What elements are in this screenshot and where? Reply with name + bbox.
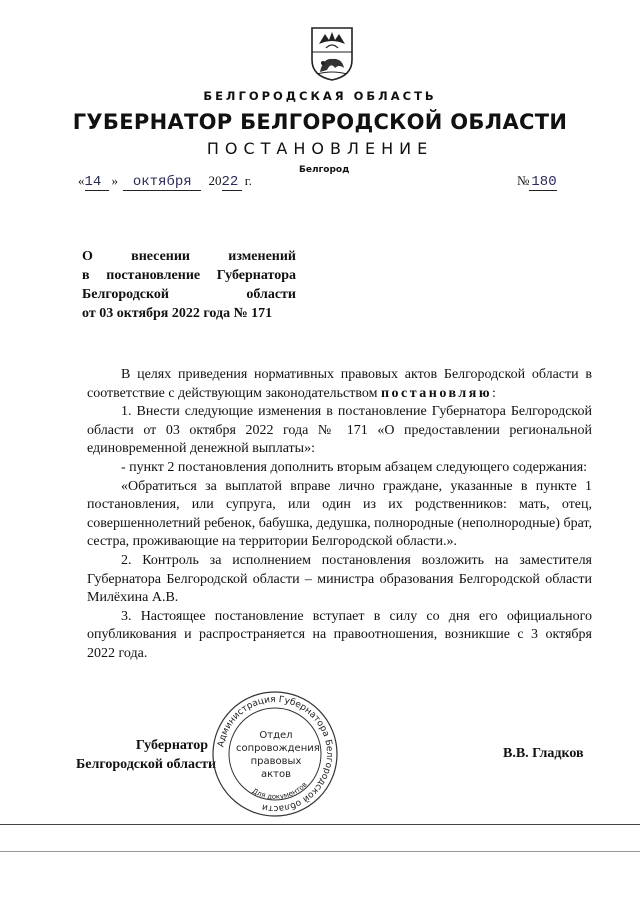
coat-of-arms-icon bbox=[309, 26, 355, 82]
document-issuer-title: ГУБЕРНАТОР БЕЛГОРОДСКОЙ ОБЛАСТИ bbox=[72, 110, 568, 134]
date-line bbox=[78, 173, 252, 191]
clause-1-quote: «Обратиться за выплатой вправе лично граждане, указанные в пункте 1 постановления, или супруга, или один из их родственников: мать, отец, совершеннолетний ребенок, бабушка, дедушка, полнородные (неполнородные) брат, сестра, проживающие на территории Белгородской области.». bbox=[87, 478, 592, 550]
decree-keyword: постановляю bbox=[380, 385, 493, 401]
region-name: БЕЛГОРОДСКАЯ ОБЛАСТЬ bbox=[203, 89, 437, 103]
clause-2: 2. Контроль за исполнением постановления возложить на заместителя Губернатора Белгородской области – министра образования Белгородской области Милёхина А.В. bbox=[87, 552, 592, 606]
date-year-mark: г. bbox=[244, 173, 252, 188]
signatory-title-line: Губернатор bbox=[135, 738, 208, 753]
stamp-line: Отдел bbox=[259, 730, 293, 741]
signatory-name: В.В. Гладков bbox=[503, 746, 584, 761]
decree-subject bbox=[82, 247, 296, 323]
clause-1-subitem: - пункт 2 постановления дополнить вторым абзацем следующего содержания: bbox=[121, 459, 588, 475]
date-close-quote: » bbox=[111, 173, 118, 188]
date-day: 14 bbox=[85, 174, 109, 191]
subject-line: Белгородской области bbox=[82, 287, 296, 302]
stamp-ring-text: Администрация Губернатора Белгородской области bbox=[216, 694, 335, 814]
decree-number: 180 bbox=[531, 174, 557, 190]
page-divider bbox=[0, 824, 640, 825]
decree-number-line bbox=[517, 173, 557, 190]
date-year-suffix: 22 bbox=[222, 174, 242, 191]
date-year-prefix: 20 bbox=[208, 173, 222, 188]
decree-body bbox=[87, 366, 592, 664]
stamp-ring-bottom-text: Для документов bbox=[250, 780, 309, 801]
subject-line: О внесении изменений bbox=[82, 249, 296, 264]
stamp-line: правовых bbox=[250, 756, 302, 767]
date-open-quote: « bbox=[78, 173, 85, 188]
stamp-line: сопровождения bbox=[236, 743, 320, 754]
preamble-colon: : bbox=[492, 385, 496, 401]
city-name: Белгород bbox=[299, 165, 350, 175]
subject-line: от 03 октября 2022 года № 171 bbox=[82, 306, 273, 321]
number-label: № bbox=[517, 173, 530, 188]
subject-line: в постановление Губернатора bbox=[82, 268, 296, 283]
preamble-paragraph bbox=[87, 366, 592, 403]
signatory-title bbox=[76, 736, 217, 774]
document-type: ПОСТАНОВЛЕНИЕ bbox=[206, 139, 434, 158]
stamp-center-text bbox=[236, 729, 320, 781]
stamp-line: актов bbox=[260, 769, 291, 780]
signatory-title-line: Белгородской области bbox=[76, 757, 217, 772]
clause-3: 3. Настоящее постановление вступает в силу со дня его официального опубликования и распространяется на правоотношения, возникшие с 3 октября 2022 года. bbox=[87, 608, 592, 661]
clause-1: 1. Внести следующие изменения в постановление Губернатора Белгородской области от 03 октября 2022 года № 171 «О предоставлении региональной единовременной денежной выплаты»: bbox=[87, 404, 592, 457]
preamble-text: В целях приведения нормативных правовых актов Белгородской области в соответствие с действующим законодательством bbox=[87, 367, 592, 401]
date-month: октября bbox=[123, 174, 201, 191]
page-divider bbox=[0, 851, 640, 852]
